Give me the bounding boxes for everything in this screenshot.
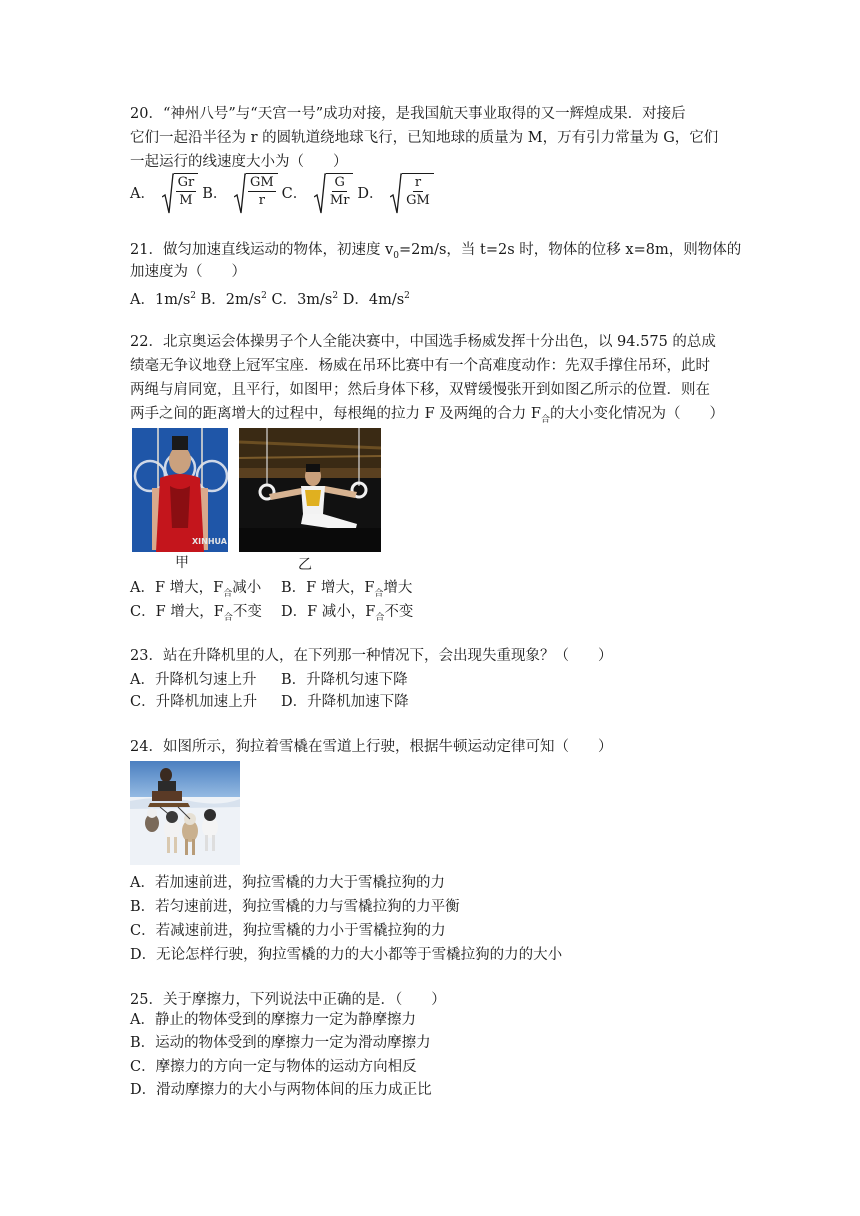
fraction-numerator: Gr (177, 175, 195, 190)
q22-subscript: 合 (540, 414, 550, 425)
q24-option-a: A．若加速前进，狗拉雪橇的力大于雪橇拉狗的力 (130, 875, 445, 891)
figure-sled-dogs (130, 761, 240, 865)
sqrt-expression (234, 173, 278, 215)
option-text: 升降机加速下降 (307, 694, 409, 710)
figure-gymnast-yi (239, 428, 381, 552)
q20-option-a (130, 173, 202, 215)
q25-option-b: B．运动的物体受到的摩擦力一定为滑动摩擦力 (130, 1035, 431, 1051)
option-label: B． (281, 672, 307, 688)
fraction (326, 173, 354, 215)
q24-option-d: D．无论怎样行驶，狗拉雪橇的力的大小都等于雪橇拉狗的力的大小 (130, 947, 563, 963)
q24-option-c: C．若减速前进，狗拉雪橇的力小于雪橇拉狗的力 (130, 923, 446, 939)
option-label: C． (130, 604, 156, 620)
q25-option-d: D．滑动摩擦力的大小与两物体间的压力成正比 (130, 1082, 432, 1098)
q22-text-a: 两手之间的距离增大的过程中，每根绳的拉力 F 及两绳的合力 F (130, 406, 541, 422)
figure-gymnast-jia (132, 428, 228, 552)
sqrt-expression (314, 173, 354, 215)
option-text: 升降机匀速上升 (154, 672, 257, 688)
q21-option-c (271, 286, 338, 310)
q20-options (130, 172, 438, 216)
photo-watermark: XINHUA (192, 537, 227, 546)
option-label: A． (130, 672, 155, 688)
q21-option-b (201, 286, 267, 310)
gymnast-rings-photo (132, 428, 228, 552)
radical-sign-icon (390, 173, 402, 215)
q24-line-1: 24．如图所示，狗拉着雪橇在雪道上行驶，根据牛顿运动定律可知（ ） (130, 739, 613, 755)
fraction (174, 173, 199, 215)
fraction (402, 173, 434, 215)
option-label: C． (281, 186, 308, 202)
q23-option-a (130, 670, 281, 690)
fraction-numerator: r (414, 175, 422, 190)
option-text: 升降机匀速下降 (306, 672, 408, 688)
sled-dogs-photo (130, 761, 240, 865)
option-text: 升降机加速上升 (155, 694, 258, 710)
q25-line-1: 25．关于摩擦力，下列说法中正确的是．（ ） (130, 992, 446, 1008)
option-value: 4m/s (368, 291, 405, 308)
option-subscript: 合 (223, 612, 233, 623)
option-text-end: 不变 (384, 604, 414, 620)
fraction-numerator: G (334, 175, 345, 190)
option-subscript: 合 (374, 588, 384, 599)
figure-caption-jia: 甲 (175, 555, 189, 571)
option-label: B． (202, 186, 228, 202)
q24-option-b: B．若匀速前进，狗拉雪橇的力与雪橇拉狗的力平衡 (130, 899, 460, 915)
q22-line-1: 22．北京奥运会体操男子个人全能决赛中，中国选手杨威发挥十分出色，以 94.575 的总成 (130, 334, 716, 350)
q22-options-row-2 (130, 602, 413, 628)
option-text: F 增大，F (155, 604, 224, 620)
q20-line-2: 它们一起沿半径为 r 的圆轨道绕地球飞行，已知地球的质量为 M，万有引力常量为 G，它们 (130, 130, 719, 146)
option-text: F 增大，F (306, 580, 375, 596)
q23-line-1: 23．站在升降机里的人，在下列那一种情况下，会出现失重现象？（ ） (130, 648, 613, 664)
fraction-denominator: M (179, 193, 193, 208)
option-value: 1m/s (154, 291, 191, 308)
q20-option-b (202, 173, 281, 215)
option-label: C． (271, 291, 298, 308)
sqrt-expression (390, 173, 434, 215)
radical-sign-icon (314, 173, 326, 215)
q21-option-d (343, 286, 410, 310)
option-subscript: 合 (375, 612, 385, 623)
q23-options-row-2 (130, 692, 409, 712)
option-label: A． (130, 186, 155, 202)
option-value: 2m/s (225, 291, 262, 308)
q22-option-a (130, 578, 281, 604)
option-label: D． (342, 291, 369, 308)
option-exponent: 2 (404, 291, 410, 301)
q21-options (130, 286, 410, 310)
option-label: A． (130, 580, 155, 596)
option-text: F 增大，F (154, 580, 224, 596)
option-text-end: 减小 (232, 580, 262, 596)
q21-text-a: 21．做匀加速直线运动的物体，初速度 v (130, 242, 394, 258)
option-value: 3m/s (297, 291, 333, 308)
fraction-numerator: GM (249, 175, 274, 190)
option-label: B． (200, 291, 226, 308)
option-exponent: 2 (332, 291, 339, 301)
q25-option-a: A．静止的物体受到的摩擦力一定为静摩擦力 (130, 1012, 416, 1028)
q21-line-2: 加速度为（ ） (130, 264, 246, 280)
sqrt-expression (162, 173, 199, 215)
q22-option-c (130, 602, 281, 628)
q20-line-3: 一起运行的线速度大小为（ ） (130, 154, 348, 170)
q20-line-1: 20．“神州八号”与“天宫一号”成功对接，是我国航天事业取得的又一辉煌成果．对接后 (130, 106, 686, 122)
option-exponent: 2 (261, 291, 267, 301)
q23-options-row-1 (130, 670, 408, 690)
option-label: D． (357, 186, 384, 202)
q22-option-b (281, 578, 412, 604)
gymnast-cross-photo (239, 428, 381, 552)
option-label: B． (281, 580, 307, 596)
fraction (246, 173, 278, 215)
q20-option-c (282, 173, 358, 215)
q23-option-d (281, 692, 409, 712)
q22-line-3: 两绳与肩同宽，且平行，如图甲；然后身体下移，双臂缓慢张开到如图乙所示的位置．则在 (130, 382, 710, 398)
option-exponent: 2 (190, 291, 197, 301)
option-label: A． (130, 291, 155, 308)
option-label: D． (281, 604, 308, 620)
q22-text-b: 的大小变化情况为（ ） (549, 406, 724, 422)
figure-caption-yi: 乙 (298, 557, 312, 573)
fraction-denominator: Mr (329, 193, 350, 208)
q21-option-a (130, 286, 196, 310)
q22-option-d (281, 602, 413, 628)
option-label: D． (281, 694, 308, 710)
q22-options-row-1 (130, 578, 412, 604)
q25-option-c: C．摩擦力的方向一定与物体的运动方向相反 (130, 1059, 417, 1075)
option-text: F 减小，F (307, 604, 376, 620)
option-text-end: 增大 (383, 580, 413, 596)
fraction-denominator: r (258, 193, 265, 208)
fraction-denominator: GM (406, 193, 430, 208)
option-subscript: 合 (223, 588, 233, 599)
q20-option-d (357, 173, 437, 215)
radical-sign-icon (234, 173, 246, 215)
q23-option-c (130, 692, 281, 712)
q23-option-b (281, 670, 408, 690)
q21-text-b: =2m/s，当 t=2s 时，物体的位移 x=8m，则物体的 (398, 242, 742, 258)
option-text-end: 不变 (232, 604, 262, 620)
q22-line-4 (130, 404, 724, 430)
radical-sign-icon (162, 173, 174, 215)
option-label: C． (130, 694, 156, 710)
q22-line-2: 绩毫无争议地登上冠军宝座．杨威在吊环比赛中有一个高难度动作：先双手撑住吊环，此时 (130, 358, 710, 374)
q21-subscript: 0 (393, 250, 399, 261)
